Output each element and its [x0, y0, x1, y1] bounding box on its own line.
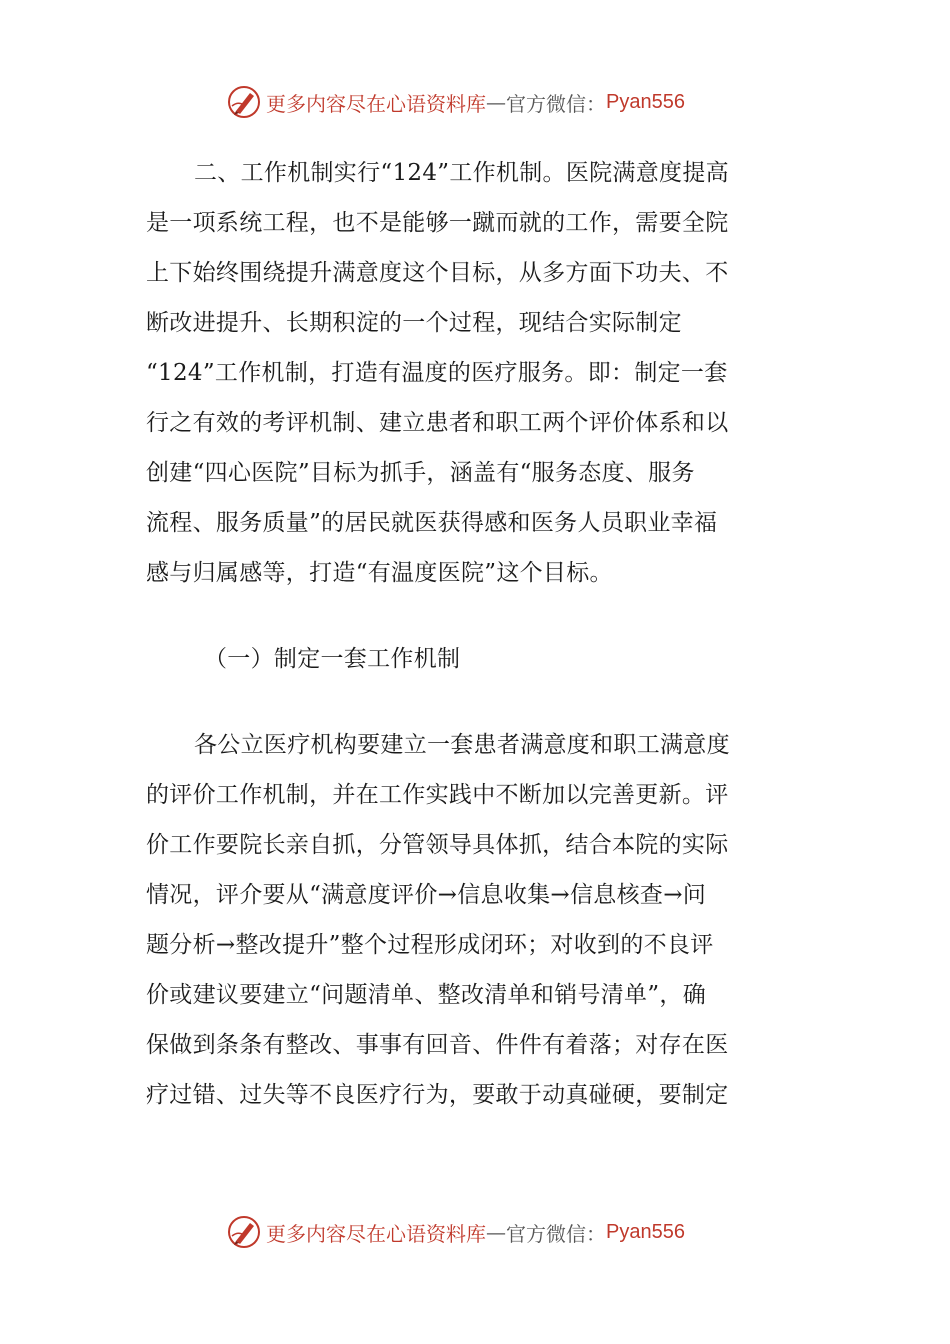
watermark-wechat-label: 官方微信：: [506, 91, 606, 116]
text-line: 断改进提升、长期积淀的一个过程，现结合实际制定: [146, 310, 682, 336]
text-line: 二、工作机制实行“124”工作机制。医院满意度提高: [194, 160, 729, 186]
text-line: “124”工作机制，打造有温度的医疗服务。即：制定一套: [146, 360, 728, 386]
paragraph-evaluation: [146, 720, 806, 1120]
watermark-wechat-id: Pyan556: [606, 1220, 685, 1243]
text-line: 上下始终围绕提升满意度这个目标，从多方面下功夫、不: [146, 260, 729, 286]
watermark-text: 更多内容尽在心语资料库: [266, 91, 486, 116]
text-line: 保做到条条有整改、事事有回音、件件有着落；对存在医: [146, 1032, 729, 1058]
text-line: 情况，评介要从“满意度评价→信息收集→信息核查→问: [146, 882, 707, 908]
pen-logo-icon: [226, 84, 262, 120]
document-body: [146, 148, 806, 1120]
text-line: 题分析→整改提升”整个过程形成闭环；对收到的不良评: [146, 932, 714, 958]
text-line: 是一项系统工程，也不是能够一蹴而就的工作，需要全院: [146, 210, 729, 236]
text-line: 价或建议要建立“问题清单、整改清单和销号清单”，确: [146, 982, 707, 1008]
watermark-wechat-label: 官方微信：: [506, 1221, 606, 1246]
text-line: 流程、服务质量”的居民就医获得感和医务人员职业幸福: [146, 510, 718, 536]
watermark-banner-top: [226, 82, 685, 122]
text-line: 感与归属感等，打造“有温度医院”这个目标。: [146, 560, 613, 586]
text-line: 创建“四心医院”目标为抓手，涵盖有“服务态度、服务: [146, 460, 695, 486]
watermark-wechat-id: Pyan556: [606, 90, 685, 113]
watermark-dash: —: [486, 1220, 506, 1244]
pen-logo-icon: [226, 1214, 262, 1250]
section-heading: （一）制定一套工作机制: [204, 646, 461, 672]
text-line: 各公立医疗机构要建立一套患者满意度和职工满意度: [194, 732, 730, 758]
watermark-text: 更多内容尽在心语资料库: [266, 1221, 486, 1246]
text-line: 行之有效的考评机制、建立患者和职工两个评价体系和以: [146, 410, 729, 436]
paragraph-work-mechanism: [146, 148, 806, 598]
text-line: 的评价工作机制，并在工作实践中不断加以完善更新。评: [146, 782, 729, 808]
text-line: 价工作要院长亲自抓，分管领导具体抓，结合本院的实际: [146, 832, 729, 858]
watermark-dash: —: [486, 90, 506, 114]
watermark-banner-bottom: [226, 1212, 685, 1252]
text-line: 疗过错、过失等不良医疗行为，要敢于动真碰硬，要制定: [146, 1082, 729, 1108]
